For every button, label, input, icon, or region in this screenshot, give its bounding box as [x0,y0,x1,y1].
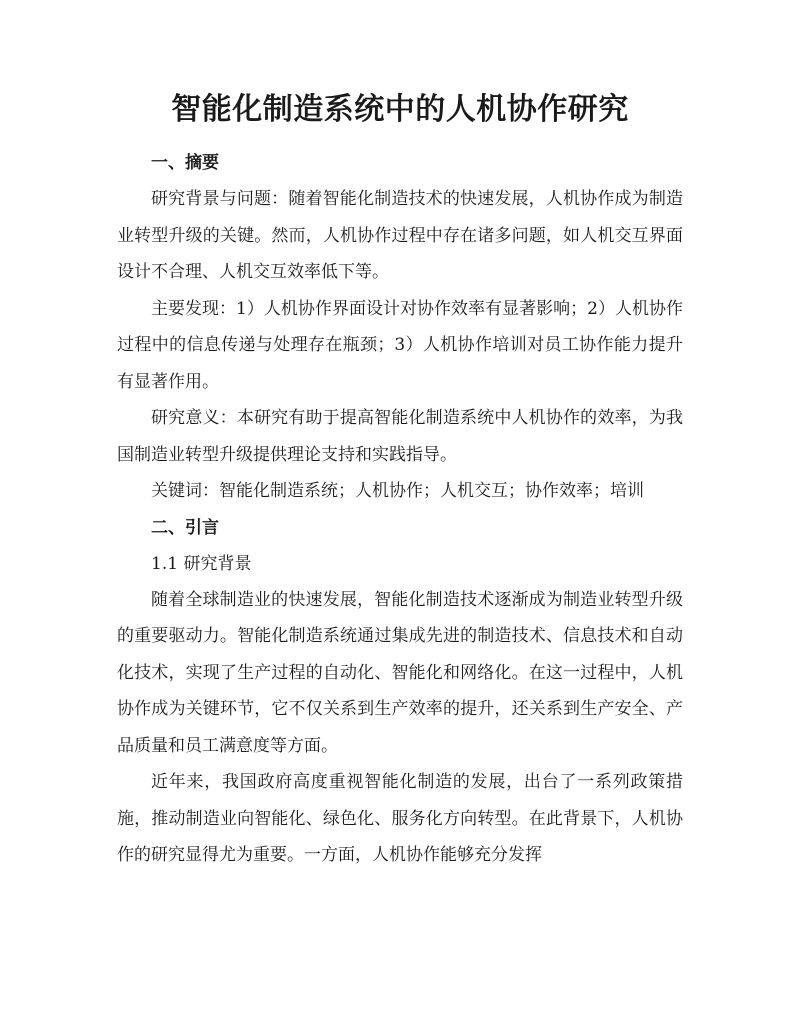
document-title: 智能化制造系统中的人机协作研究 [171,92,629,127]
intro-paragraph: 近年来，我国政府高度重视智能化制造的发展，出台了一系列政策措施，推动制造业向智能化、绿色化、服务化方向转型。在此背景下，人机协作的研究显得尤为重要。一方面，人机协作能够充分发挥 [117,772,683,865]
section-heading-abstract: 一、摘要 [151,153,219,173]
document-body [117,145,683,874]
abstract-significance-paragraph: 研究意义：本研究有助于提高智能化制造系统中人机协作的效率，为我国制造业转型升级提供理论支持和实践指导。 [117,408,683,465]
abstract-findings-paragraph: 主要发现：1）人机协作界面设计对协作效率有显著影响；2）人机协作过程中的信息传递与处理存在瓶颈；3）人机协作培训对员工协作能力提升有显著作用。 [117,298,683,392]
intro-paragraph: 随着全球制造业的快速发展，智能化制造技术逐渐成为制造业转型升级的重要驱动力。智能化制造系统通过集成先进的制造技术、信息技术和自动化技术，实现了生产过程的自动化、智能化和网络化。在这一过程中，人机协作成为关键环节，它不仅关系到生产效率的提升，还关系到生产安全、产品质量和员工满意度等方面。 [117,589,683,756]
abstract-background-paragraph: 研究背景与问题：随着智能化制造技术的快速发展，人机协作成为制造业转型升级的关键。然而，人机协作过程中存在诸多问题，如人机交互界面设计不合理、人机交互效率低下等。 [117,189,683,282]
subsection-heading-background: 1.1 研究背景 [151,553,252,574]
abstract-keywords-paragraph: 关键词：智能化制造系统；人机协作；人机交互；协作效率；培训 [151,481,644,501]
section-heading-intro: 二、引言 [151,517,219,538]
